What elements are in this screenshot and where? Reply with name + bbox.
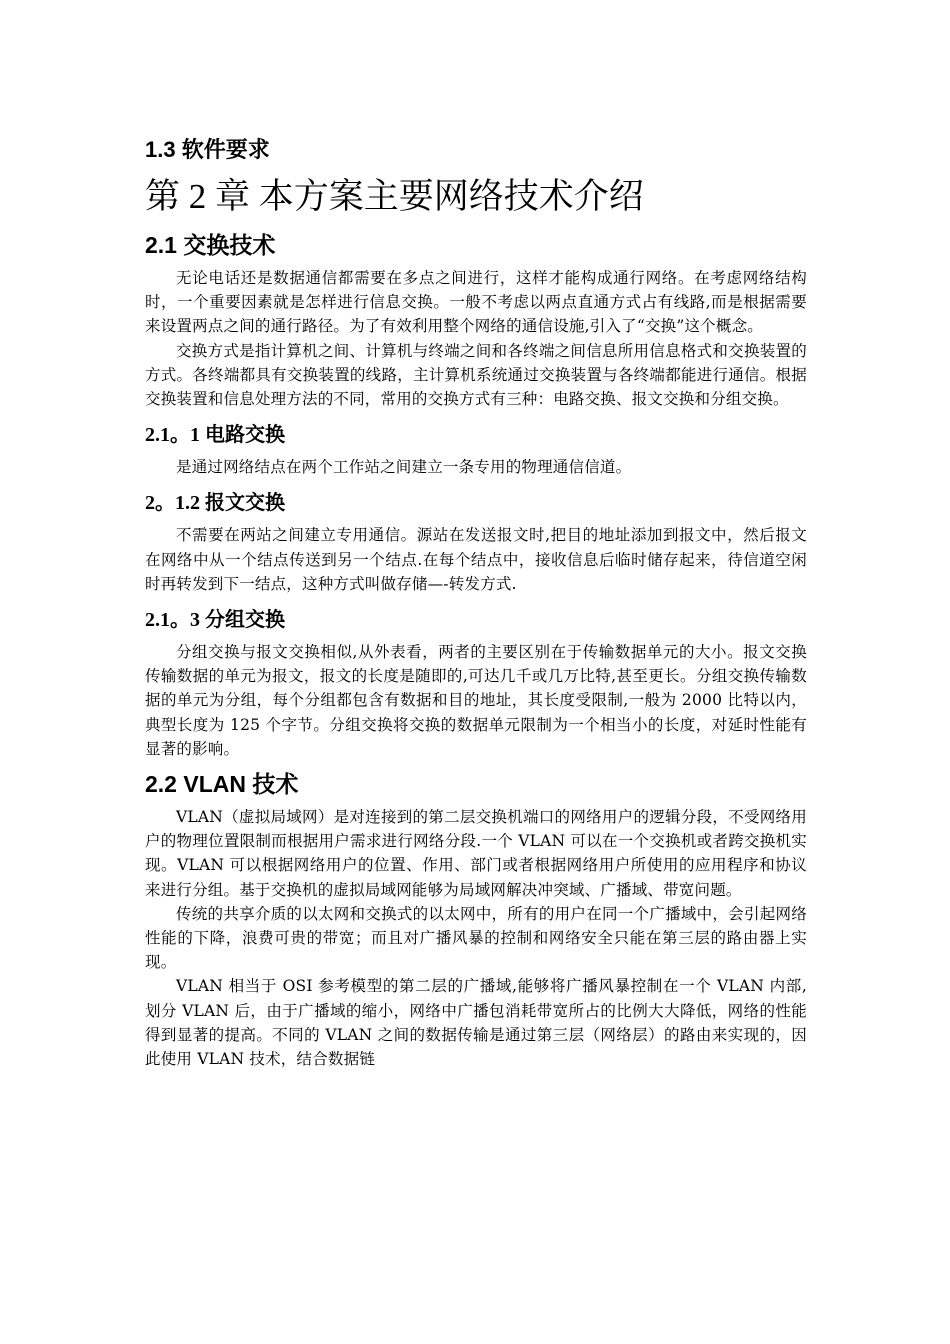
paragraph: 不需要在两站之间建立专用通信。源站在发送报文时,把目的地址添加到报文中，然后报文在网络中从一个结点传送到另一个结点.在每个结点中，接收信息后临时储存起来，待信道空闲时再转发到下一结点，这种方式叫做存储—-转发方式. xyxy=(145,526,807,593)
heading-2-2: 2.2 VLAN 技术 xyxy=(145,771,299,798)
chapter-title: 第 2 章 本方案主要网络技术介绍 xyxy=(145,177,644,216)
heading-2-1-2: 2。1.2 报文交换 xyxy=(145,492,285,515)
paragraph: 交换方式是指计算机之间、计算机与终端之间和各终端之间信息所用信息格式和交换装置的方式。各终端都具有交换装置的线路，主计算机系统通过交换装置与各终端都能进行通信。根据交换装置和信息处理方法的不同，常用的交换方式有三种：电路交换、报文交换和分组交换。 xyxy=(145,341,807,409)
paragraph: 是通过网络结点在两个工作站之间建立一条专用的物理通信信道。 xyxy=(176,458,632,477)
heading-1-3: 1.3 软件要求 xyxy=(145,137,270,162)
paragraph: 分组交换与报文交换相似,从外表看，两者的主要区别在于传输数据单元的大小。报文交换传输数据的单元为报文，报文的长度是随即的,可达几千或几万比特,甚至更长。分组交换传输数据的单元为分组，每个分组都包含有数据和目的地址，其长度受限制,一般为 2000 比特以内，典型长度为 125 个字节。分组交换将交换的数据单元限制为一个相当小的长度，对延时性能有显著的影响。 xyxy=(145,643,807,758)
paragraph: 传统的共享介质的以太网和交换式的以太网中，所有的用户在同一个广播域中，会引起网络性能的下降，浪费可贵的带宽；而且对广播风暴的控制和网络安全只能在第三层的路由器上实现。 xyxy=(145,904,807,972)
paragraph: VLAN（虚拟局域网）是对连接到的第二层交换机端口的网络用户的逻辑分段，不受网络用户的物理位置限制而根据用户需求进行网络分段.一个 VLAN 可以在一个交换机或者跨交换机实现。VLAN 可以根据网络用户的位置、作用、部门或者根据网络用户所使用的应用程序和协议来进行分组。基于交换机的虚拟局域网能够为局域网解决冲突域、广播域、带宽问题。 xyxy=(145,808,807,899)
heading-2-1: 2.1 交换技术 xyxy=(145,232,276,258)
document-page xyxy=(145,128,807,1071)
paragraph: 无论电话还是数据通信都需要在多点之间进行，这样才能构成通行网络。在考虑网络结构时，一个重要因素就是怎样进行信息交换。一般不考虑以两点直通方式占有线路,而是根据需要来设置两点之间的通行路径。为了有效利用整个网络的通信设施,引入了“交换”这个概念。 xyxy=(145,269,807,336)
heading-2-1-1: 2.1。1 电路交换 xyxy=(145,424,285,447)
paragraph: VLAN 相当于 OSI 参考模型的第二层的广播域,能够将广播风暴控制在一个 VLAN 内部,划分 VLAN 后，由于广播域的缩小，网络中广播包消耗带宽所占的比例大大降低，网络的性能得到显著的提高。不同的 VLAN 之间的数据传输是通过第三层（网络层）的路由来实现的，因此使用 VLAN 技术，结合数据链 xyxy=(145,977,807,1069)
heading-2-1-3: 2.1。3 分组交换 xyxy=(145,609,285,632)
